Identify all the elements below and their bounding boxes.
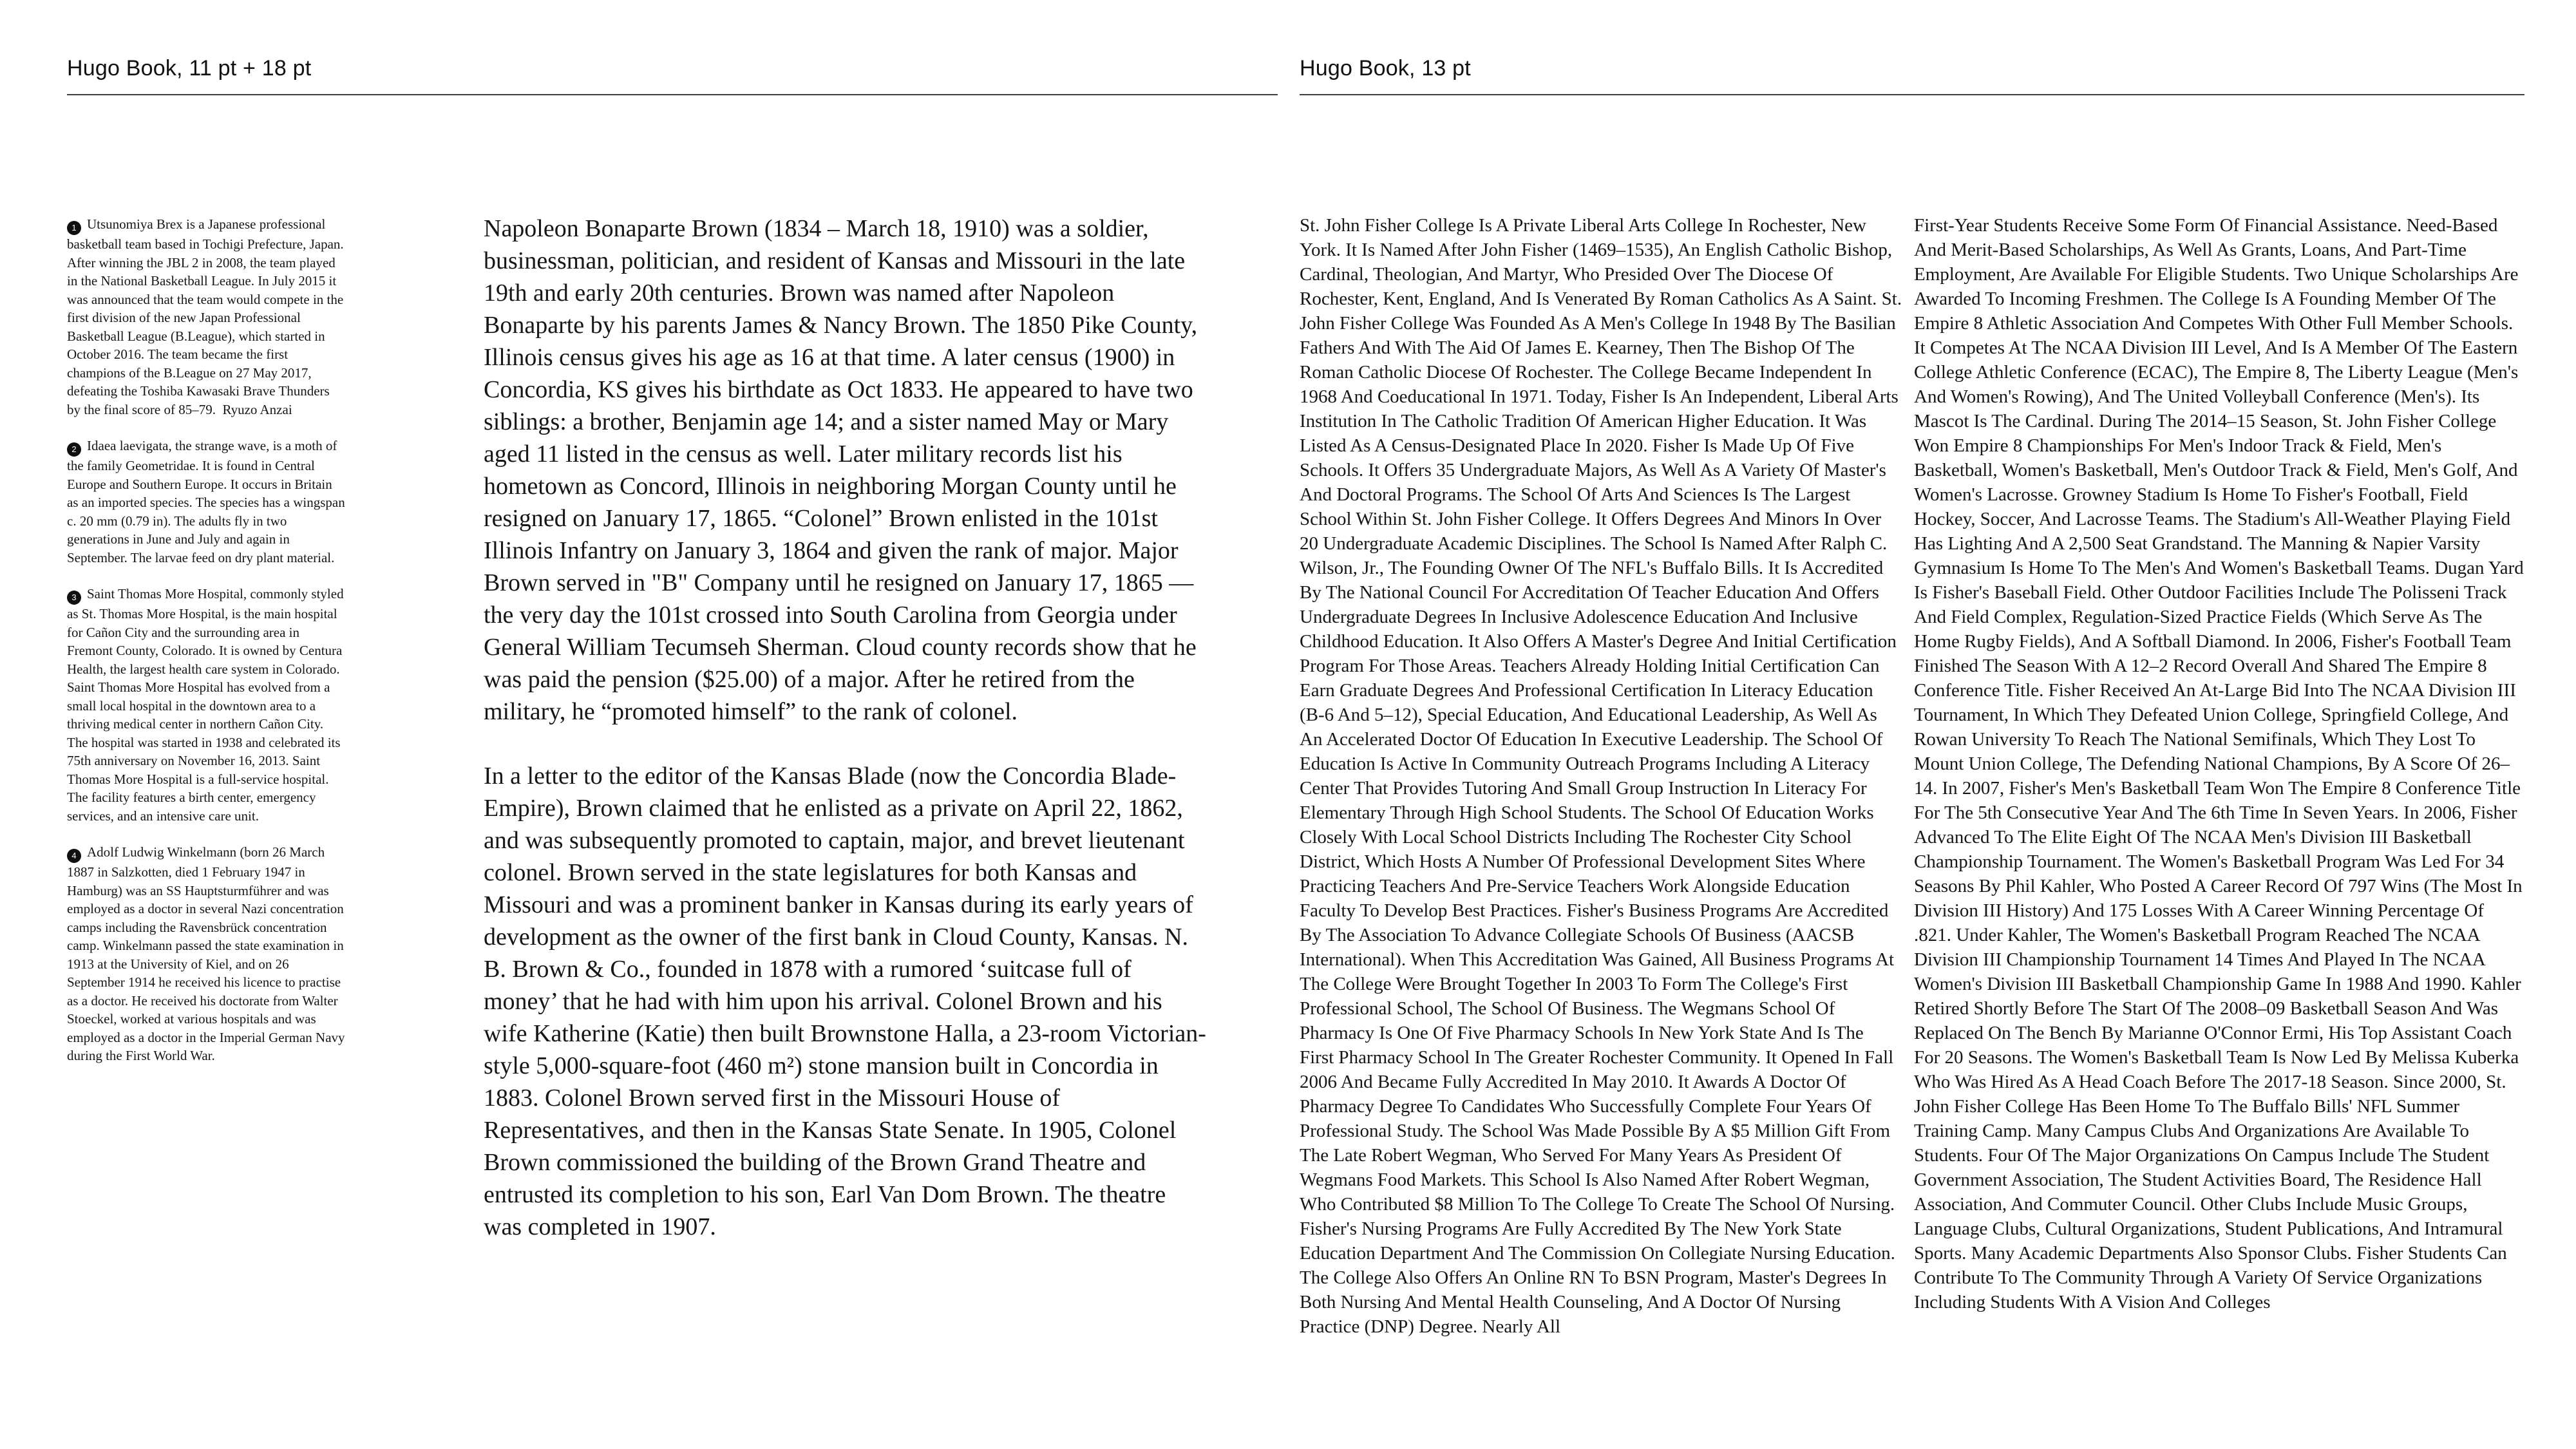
footnote-2-text: Idaea laevigata, the strange wave, is a moth of the family Geometridae. It is found in Central Europe and Southern Europe. It occurs in Britain as an imported species. The species has a wingspan c. 20 mm (0.79 in). The adults fly in two generations in June and July and again in September. The larvae feed on dry plant material. bbox=[67, 438, 345, 565]
right-text-column-1: St. John Fisher College Is A Private Liberal Arts College In Rochester, New York. It Is Named After John Fisher (1469–1535), An English Catholic Bishop, Cardinal, Theologian, And Martyr, Who Presided Over The Diocese Of Rochester, Kent, England, And Is Venerated By Roman Catholics As A Saint. St. John Fisher College Was Founded As A Men's College In 1948 By The Basilian Fathers And With The Aid Of James E. Kearney, Then The Bishop Of The Roman Catholic Diocese Of Rochester. The College Became Independent In 1968 And Coeducational In 1971. Today, Fisher Is An Independent, Liberal Arts Institution In The Catholic Tradition Of American Higher Education. It Was Listed As A Census-Designated Place In 2020. Fisher Is Made Up Of Five Schools. It Offers 35 Undergraduate Majors, As Well As A Variety Of Master's And Doctoral Programs. The School Of Arts And Sciences Is The Largest School Within St. John Fisher College. It Offers Degrees And Minors In Over 20 Undergraduate Academic Disciplines. The School Is Named After Ralph C. Wilson, Jr., The Founding Owner Of The NFL's Buffalo Bills. It Is Accredited By The National Council For Accreditation Of Teacher Education And Offers Undergraduate Degrees In Inclusive Adolescence Education And Inclusive Childhood Education. It Also Offers A Master's Degree And Initial Certification Program For Those Areas. Teachers Already Holding Initial Certification Can Earn Graduate Degrees And Professional Certification In Literacy Education (B-6 And 5–12), Special Education, And Educational Leadership, As Well As An Accelerated Doctor Of Education In Executive Leadership. The School Of Education Is Active In Community Outreach Programs Including A Literacy Center That Provides Tutoring And Small Group Instruction In Literacy For Elementary Through High School Students. The School Of Education Works Closely With Local School Districts Including The Rochester City School District, Which Hosts A Number Of Professional Development Sites Where Practicing Teachers And Pre-Service Teachers Work Alongside Education Faculty To Develop Best Practices. Fisher's Business Programs Are Accredited By The Association To Advance Collegiate Schools Of Business (AACSB International). When This Accreditation Was Gained, All Business Programs At The College Were Brought Together In 2003 To Form The College's First Professional School, The School Of Business. The Wegmans School Of Pharmacy Is One Of Five Pharmacy Schools In New York State And Is The First Pharmacy School In The Greater Rochester Community. It Opened In Fall 2006 And Became Fully Accredited In May 2010. It Awards A Doctor Of Pharmacy Degree To Candidates Who Successfully Complete Four Years Of Professional Study. The School Was Made Possible By A $5 Million Gift From The Late Robert Wegman, Who Served For Many Years As President Of Wegmans Food Markets. This School Is Also Named After Robert Wegman, Who Contributed $8 Million To The College To Create The School Of Nursing. Fisher's Nursing Programs Are Fully Accredited By The New York State Education Department And The Commission On Collegiate Nursing Education. The College Also Offers An Online RN To BSN Program, Master's Degrees In Both Nursing And Mental Health Counseling, And A Doctor Of Nursing Practice (DNP) Degree. Nearly All bbox=[1300, 215, 1902, 1337]
footnote-4 bbox=[67, 843, 345, 1065]
footnote-2-marker: 2 bbox=[67, 442, 81, 457]
footnote-3 bbox=[67, 585, 345, 825]
footnote-4-text: Adolf Ludwig Winkelmann (born 26 March 1887 in Salzkotten, died 1 February 1947 in Hamburg) was an SS Hauptsturmführer and was employed as a doctor in several Nazi concentration camps including the Ravensbrück concentration camp. Winkelmann passed the state examination in 1913 at the University of Kiel, and on 26 September 1914 he received his licence to practise as a doctor. He received his doctorate from Walter Stoeckel, worked at various hospitals and was employed as a doctor in the Imperial German Navy during the First World War. bbox=[67, 844, 345, 1063]
left-header-rule bbox=[67, 94, 1278, 95]
footnote-column bbox=[67, 215, 345, 1083]
right-text-column-2: First-Year Students Receive Some Form Of Financial Assistance. Need-Based And Merit-Based Scholarships, As Well As Grants, Loans, And Part-Time Employment, Are Available For Eligible Students. Two Unique Scholarships Are Awarded To Incoming Freshmen. The College Is A Founding Member Of The Empire 8 Athletic Association And Competes With Other Full Member Schools. It Competes At The NCAA Division III Level, And Is A Member Of The Eastern College Athletic Conference (ECAC), The Empire 8, The Liberty League (Men's And Women's Rowing), And The United Volleyball Conference (Men's). Its Mascot Is The Cardinal. During The 2014–15 Season, St. John Fisher College Won Empire 8 Championships For Men's Indoor Track & Field, Men's Basketball, Women's Basketball, Men's Outdoor Track & Field, Men's Golf, And Women's Lacrosse. Growney Stadium Is Home To Fisher's Football, Field Hockey, Soccer, And Lacrosse Teams. The Stadium's All-Weather Playing Field Has Lighting And A 2,500 Seat Grandstand. The Manning & Napier Varsity Gymnasium Is Home To The Men's And Women's Basketball Teams. Dugan Yard Is Fisher's Baseball Field. Other Outdoor Facilities Include The Polisseni Track And Field Complex, Regulation-Sized Practice Fields (Which Serve As The Home Rugby Fields), And A Softball Diamond. In 2006, Fisher's Football Team Finished The Season With A 12–2 Record Overall And Shared The Empire 8 Conference Title. Fisher Received An At-Large Bid Into The NCAA Division III Tournament, In Which They Defeated Union College, Springfield College, And Rowan University To Reach The National Semifinals, Which They Lost To Mount Union College, The Defending National Champions, By A Score Of 26–14. In 2007, Fisher's Men's Basketball Team Won The Empire 8 Conference Title For The 5th Consecutive Year And The 6th Time In Seven Years. In 2006, Fisher Advanced To The Elite Eight Of The NCAA Men's Division III Basketball Championship Tournament. The Women's Basketball Program Was Led For 34 Seasons By Phil Kahler, Who Posted A Career Record Of 797 Wins (The Most In Division III History) And 175 Losses With A Career Winning Percentage Of .821. Under Kahler, The Women's Basketball Program Reached The NCAA Division III Championship Tournament 14 Times And Played In The NCAA Women's Division III Basketball Championship Game In 1988 And 1990. Kahler Retired Shortly Before The Start Of The 2008–09 Basketball Season And Was Replaced On The Bench By Marianne O'Connor Ermi, His Top Assistant Coach For 20 Seasons. The Women's Basketball Team Is Now Led By Melissa Kuberka Who Was Hired As A Head Coach Before The 2017-18 Season. Since 2000, St. John Fisher College Has Been Home To The Buffalo Bills' NFL Summer Training Camp. Many Campus Clubs And Organizations Are Available To Students. Four Of The Major Organizations On Campus Include The Student Government Association, The Student Activities Board, The Residence Hall Association, And Commuter Council. Other Clubs Include Music Groups, Language Clubs, Cultural Organizations, Student Publications, And Intramural Sports. Many Academic Departments Also Sponsor Clubs. Fisher Students Can Contribute To The Community Through A Variety Of Service Organizations Including Students With A Vision And Colleges bbox=[1914, 215, 2524, 1312]
right-specimen-title: Hugo Book, 13 pt bbox=[1300, 56, 1471, 80]
main-paragraph-1: Napoleon Bonaparte Brown (1834 – March 18, 1910) was a soldier, businessman, politician, and resident of Kansas and Missouri in the late 19th and early 20th centuries. Brown was named after Napoleon Bonaparte by his parents James & Nancy Brown. The 1850 Pike County, Illinois census gives his age as 16 at that time. A later census (1900) in Concordia, KS gives his birthdate as Oct 1833. He appeared to have two siblings: a brother, Benjamin age 14; and a sister named May or Mary aged 11 listed in the census as well. Later military records list his hometown as Concord, Illinois in neighboring Morgan County until he resigned on January 17, 1865. “Colonel” Brown enlisted in the 101st Illinois Infantry on January 3, 1864 and given the rank of major. Major Brown served in "B" Company until he resigned on January 17, 1865 —the very day the 101st crossed into South Carolina from Georgia under General William Tecumseh Sherman. Cloud county records show that he was paid the pension ($25.00) of a major. After he retired from the military, he “promoted himself” to the rank of colonel. bbox=[484, 215, 1198, 725]
footnote-2 bbox=[67, 437, 345, 567]
right-header-rule bbox=[1300, 94, 2524, 95]
footnote-3-text: Saint Thomas More Hospital, commonly styled as St. Thomas More Hospital, is the main hospital for Cañon City and the surrounding area in Fremont County, Colorado. It is owned by Centura Health, the largest health care system in Colorado. Saint Thomas More Hospital has evolved from a small local hospital in the downtown area to a thriving medical center in northern Cañon City. The hospital was started in 1938 and celebrated its 75th anniversary on November 16, 2013. Saint Thomas More Hospital is a full-service hospital. The facility features a birth center, emergency services, and an intensive care unit. bbox=[67, 586, 344, 824]
main-text-column bbox=[484, 213, 1208, 1275]
footnote-1-marker: 1 bbox=[67, 221, 81, 235]
left-specimen-title: Hugo Book, 11 pt + 18 pt bbox=[67, 56, 312, 80]
main-paragraph-2: In a letter to the editor of the Kansas Blade (now the Concordia Blade-Empire), Brown claimed that he enlisted as a private on April 22, 1862, and was subsequently promoted to captain, major, and brevet lieutenant colonel. Brown served in the state legislatures for both Kansas and Missouri and was a prominent banker in Kansas during its early years of development as the owner of the first bank in Cloud County, Kansas. N. B. Brown & Co., founded in 1878 with a rumored ‘suitcase full of money’ that he had with him upon his arrival. Colonel Brown and his wife Katherine (Katie) then built Brownstone Halla, a 23-room Victorian-style 5,000-square-foot (460 m²) stone mansion built in Concordia in 1883. Colonel Brown served first in the Missouri House of Representatives, and then in the Kansas State Senate. In 1905, Colonel Brown commissioned the building of the Brown Grand Theatre and entrusted its completion to his son, Earl Van Dom Brown. The theatre was completed in 1907. bbox=[484, 762, 1206, 1240]
footnote-4-marker: 4 bbox=[67, 849, 81, 863]
footnote-1-text: Utsunomiya Brex is a Japanese professional basketball team based in Tochigi Prefecture, Japan. After winning the JBL 2 in 2008, the team played in the National Basketball League. In July 2015 it was announced that the team would compete in the first division of the new Japan Professional Basketball League (B.League), which started in October 2016. The team became the first champions of the B.League on 27 May 2017, defeating the Toshiba Kawasaki Brave Thunders by the final score of 85–79. Ryuzo Anzai bbox=[67, 216, 344, 417]
footnote-1 bbox=[67, 215, 345, 419]
footnote-3-marker: 3 bbox=[67, 591, 81, 605]
